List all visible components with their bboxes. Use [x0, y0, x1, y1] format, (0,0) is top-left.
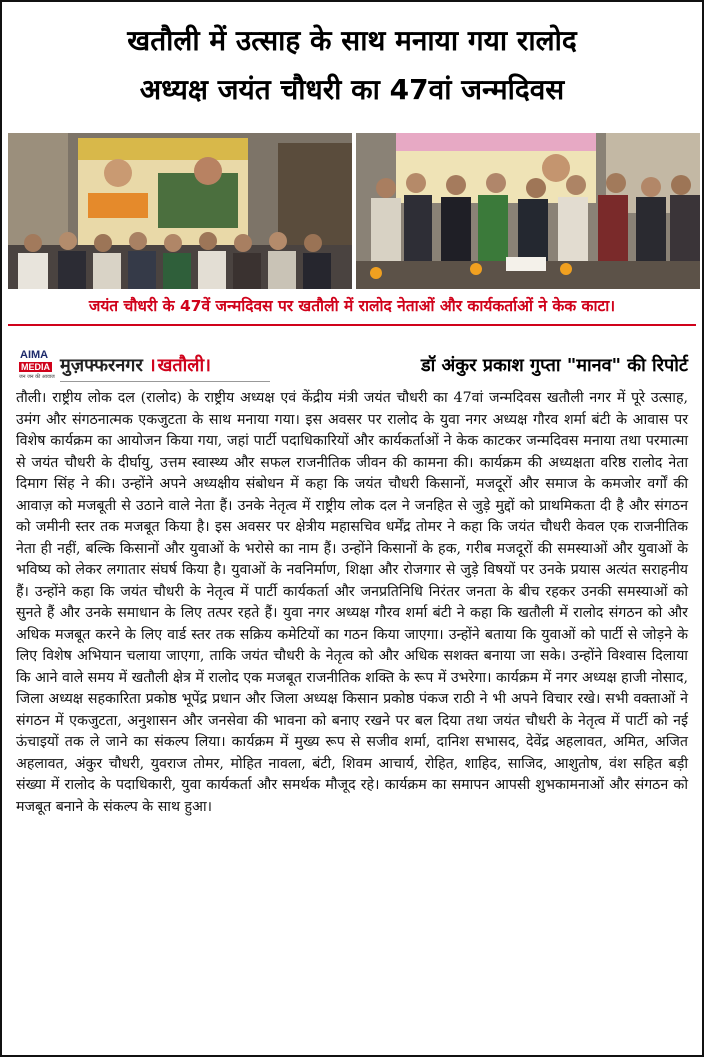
- photo-cake-cutting: [356, 133, 700, 289]
- photo-row: [8, 133, 700, 289]
- dateline-separator: ।: [148, 355, 156, 376]
- logo-line-2: MEDIA: [21, 362, 50, 372]
- logo-line-1: AIMA: [20, 349, 49, 361]
- dateline-town: खतौली।: [157, 355, 211, 376]
- headline-line-2: अध्यक्ष जयंत चौधरी का 47वां जन्मदिवस: [139, 73, 565, 106]
- headline: [2, 2, 702, 118]
- photo-group-seated: [8, 133, 352, 289]
- article-body: तौली। राष्ट्रीय लोक दल (रालोद) के राष्ट्रीय अध्यक्ष एवं केंद्रीय मंत्री जयंत चौधरी का 47वां जन्मदिवस खतौली नगर में पूरे उत्साह, उमंग और संगठनात्मक एकजुटता के साथ मनाया गया। इस अवसर पर रालोद के युवा नगर अध्यक्ष गौरव शर्मा बंटी के आवास पर विशेष कार्यक्रम का आयोजन किया गया, जहां पार्टी पदाधिकारियों और कार्यकर्ताओं ने केक काटकर जन्मदिवस मनाया तथा परमात्मा से जयंत चौधरी के दीर्घायु, उत्तम स्वास्थ्य और सफल राजनीतिक जीवन की कामना की। कार्यक्रम की अध्यक्षता वरिष्ठ रालोद नेता दिमाग सिंह ने की। उन्होंने अपने अध्यक्षीय संबोधन में कहा कि जयंत चौधरी किसानों, मजदूरों और समाज के कमजोर वर्गों की आवाज़ को मजबूती से उठाने वाले नेता हैं। उनके नेतृत्व में राष्ट्रीय लोक दल ने जनहित से जुड़े मुद्दों को प्राथमिकता दी है और संगठन को जमीनी स्तर तक मजबूत किया है। इस अवसर पर क्षेत्रीय महासचिव धर्मेंद्र तोमर ने कहा कि जयंत चौधरी केवल एक राजनीतिक नेता ही नहीं, बल्कि किसानों और युवाओं के भरोसे का नाम हैं। उन्होंने किसानों के हक, गरीब मजदूरों की समस्याओं और युवाओं के भविष्य को लेकर लगातार संघर्ष किया है। युवाओं के नवनिर्माण, शिक्षा और रोजगार से जुड़े विषयों पर उनके प्रयास अत्यंत सराहनीय हैं। उन्होंने कहा कि जयंत चौधरी के नेतृत्व में पार्टी कार्यकर्ता और जनप्रतिनिधि निरंतर जनता के बीच रहकर उनकी समस्याओं को सुनते हैं और उनके समाधान के लिए तत्पर रहते हैं। युवा नगर अध्यक्ष गौरव शर्मा बंटी ने कहा कि खतौली में रालोद संगठन को और अधिक मजबूत करने के लिए वार्ड स्तर तक सक्रिय कमेटियों का गठन किया जाएगा। उन्होंने बताया कि युवाओं को पार्टी से जोड़ने के लिए विशेष अभियान चलाया जाएगा, ताकि जयंत चौधरी के नेतृत्व को और अधिक सशक्त बनाया जा सके। उन्होंने विश्वास दिलाया कि आने वाले समय में खतौली क्षेत्र में रालोद एक मजबूत राजनीतिक शक्ति के रूप में उभरेगा। कार्यक्रम में नगर अध्यक्ष हाजी नोसाद, जिला अध्यक्ष सहकारिता प्रकोष्ठ भूपेंद्र प्रधान और जिला अध्यक्ष किसान प्रकोष्ठ पंकज राठी ने भी अपने विचार रखे। सभी वक्ताओं ने संगठन में एकजुटता, अनुशासन और जनसेवा की भावना को बनाए रखने पर बल दिया तथा जयंत चौधरी के नेतृत्व में पार्टी को नई ऊंचाइयों तक ले जाने का संकल्प लिया। कार्यक्रम में मुख्य रूप से सजीव शर्मा, दानिश सभासद, देवेंद्र अहलावत, अमित, अजित अहलावत, अंकुर चौधरी, युवराज तोमर, मोहित नावला, बंटी, शिवम आचार्य, रोहित, शाहिद, साजिद, आशुतोष, वंश सहित बड़ी संख्या में रालोद के पदाधिकारी, युवा कार्यकर्ता और समर्थक मौजूद रहे। कार्यक्रम का समापन आपसी शुभकामनाओं और संगठन को मजबूत बनाने के संकल्प के साथ हुआ।: [16, 390, 688, 815]
- dateline-underline: [60, 381, 270, 382]
- dateline-city: मुज़फ्फरनगर: [60, 355, 143, 376]
- byline: [16, 347, 688, 387]
- photo-caption: जयंत चौधरी के 47वें जन्मदिवस पर खतौली में रालोद नेताओं और कार्यकर्ताओं ने केक काटा।: [88, 297, 616, 315]
- divider-line: [8, 324, 696, 326]
- aima-media-logo: [16, 347, 56, 385]
- logo-tagline: जन जन की आवाज: [19, 374, 55, 380]
- headline-line-1: खतौली में उत्साह के साथ मनाया गया रालोद: [127, 24, 577, 57]
- dateline: [60, 353, 211, 377]
- reporter-credit: डॉ अंकुर प्रकाश गुप्ता "मानव" की रिपोर्ट: [420, 355, 688, 376]
